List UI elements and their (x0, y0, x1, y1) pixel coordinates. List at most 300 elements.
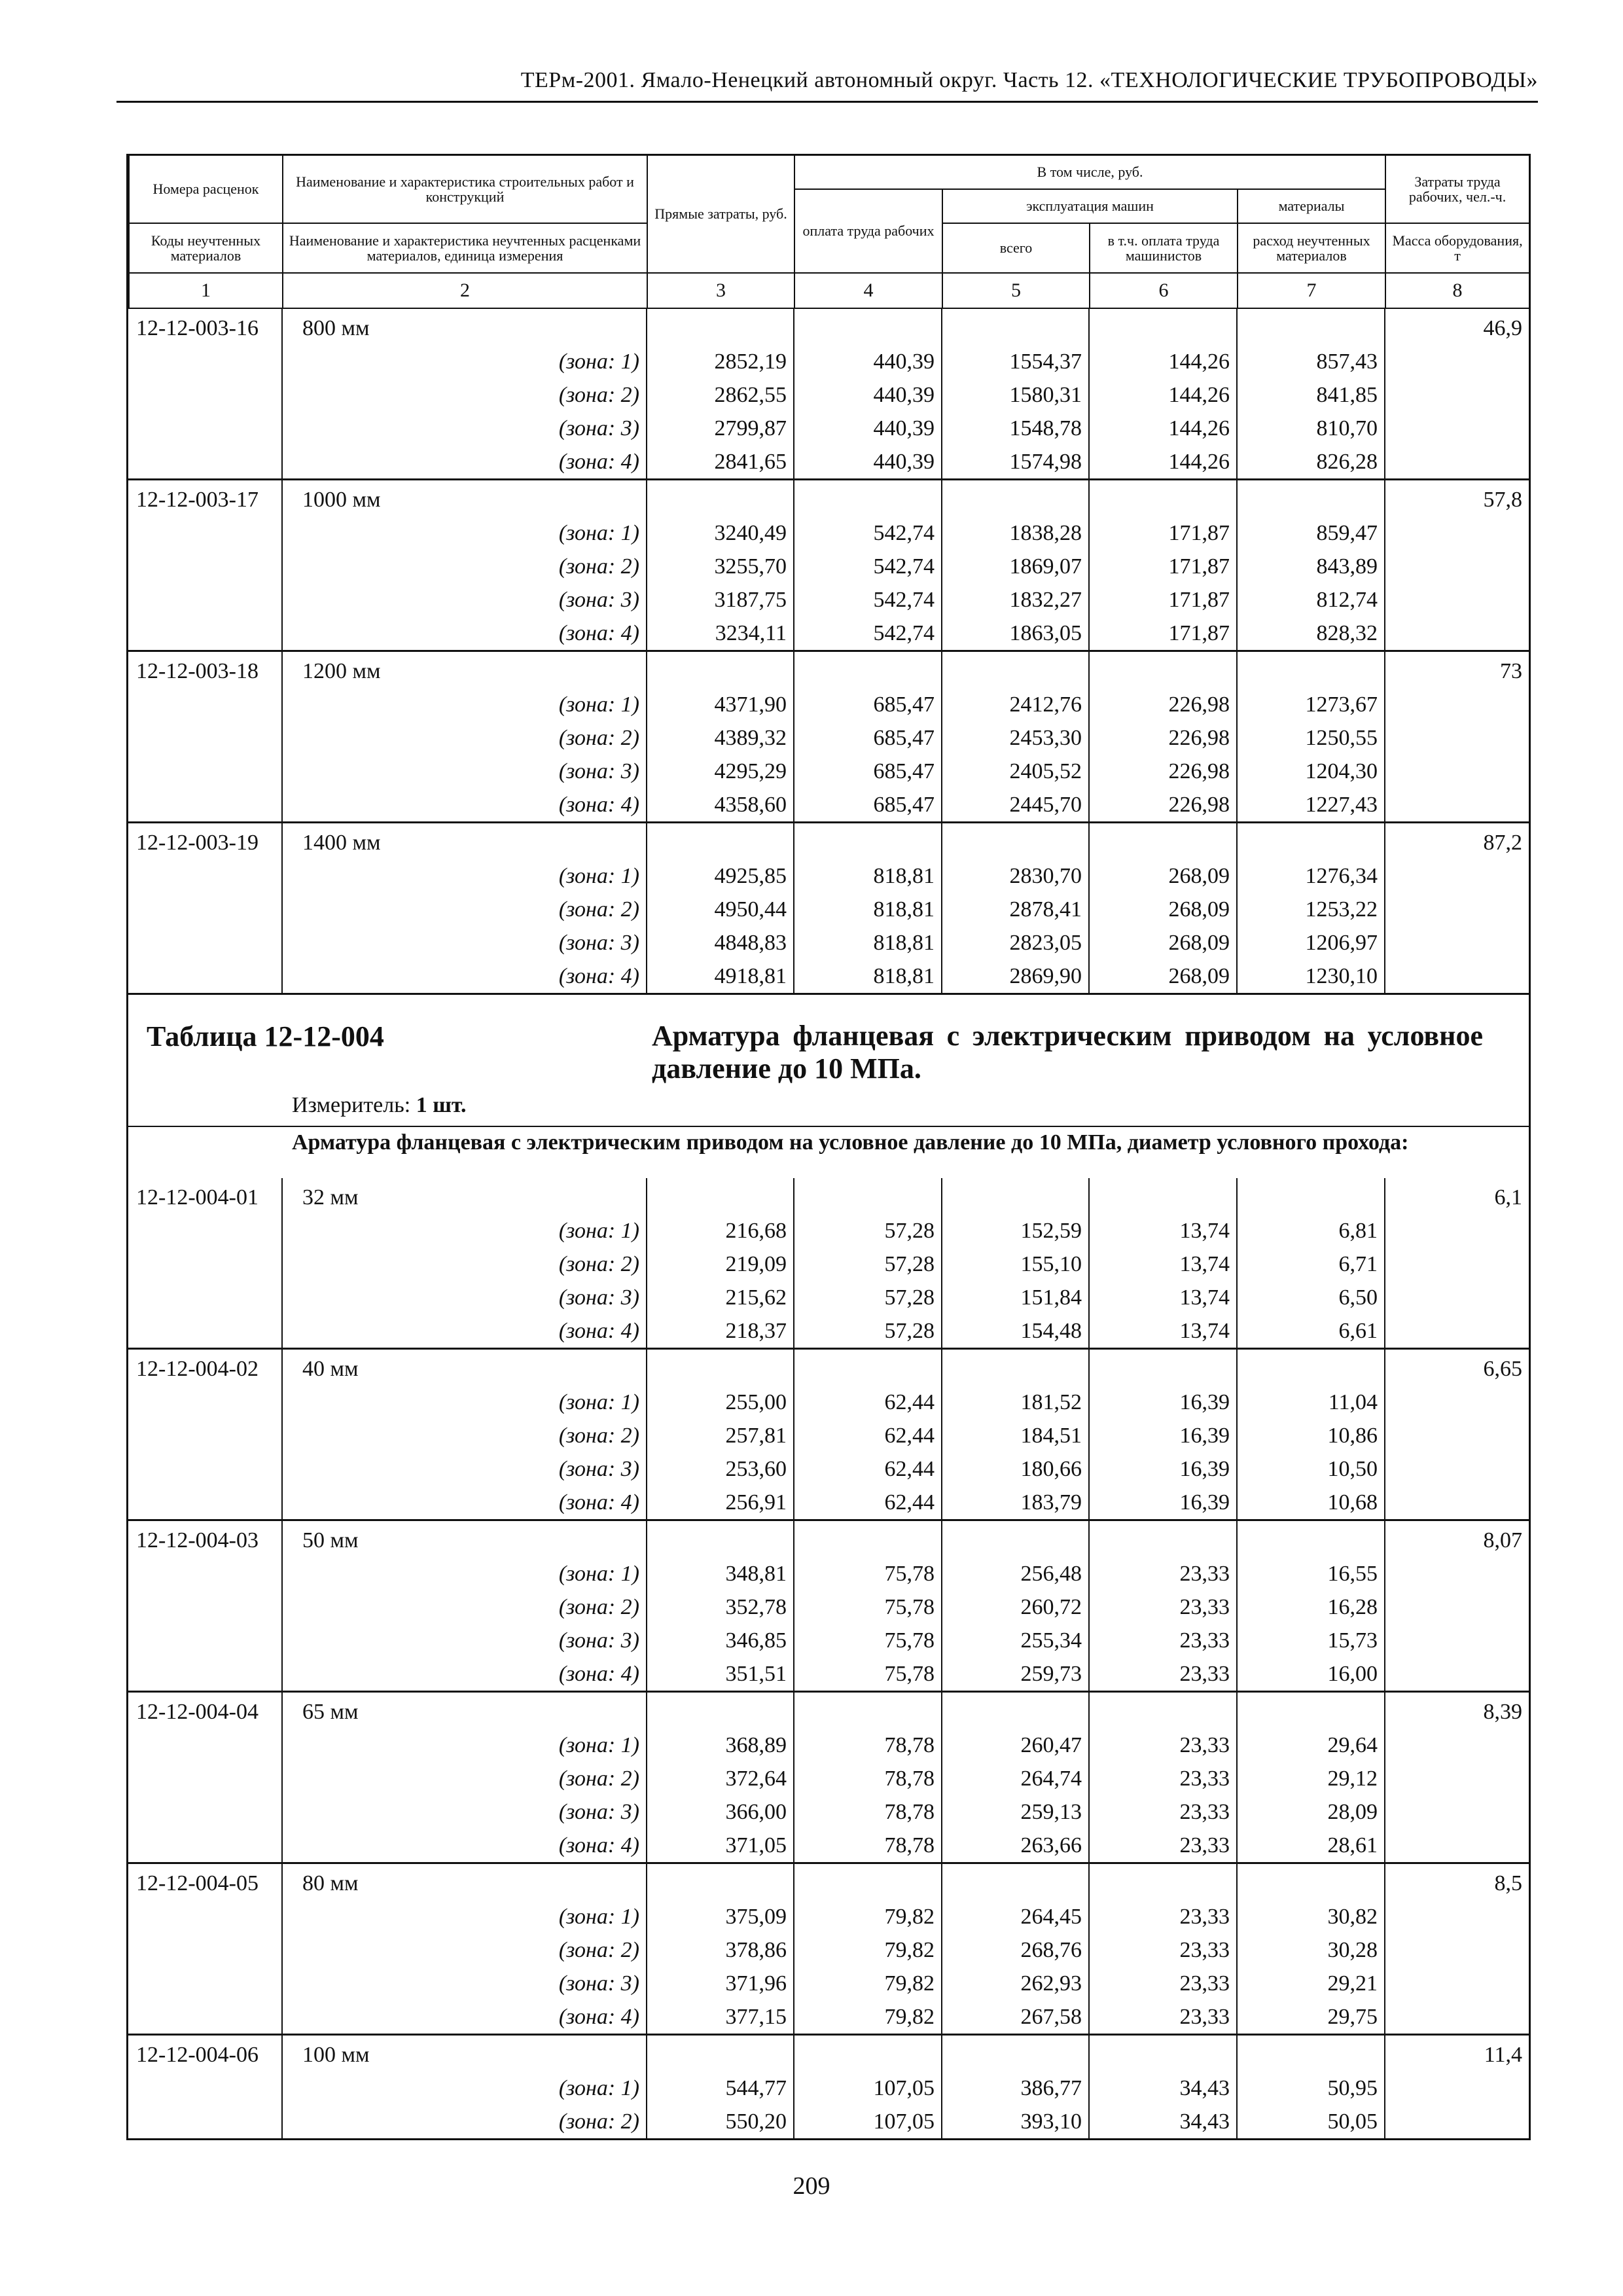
direct-costs: 4389,32 (647, 721, 794, 755)
zone-label: (зона: 1) (282, 2072, 647, 2105)
column-number: 5 (942, 273, 1090, 308)
materials-usage: 826,28 (1237, 445, 1385, 480)
zone-label: (зона: 3) (282, 1795, 647, 1829)
empty-cell (1385, 378, 1529, 412)
empty-cell (1385, 583, 1529, 617)
wages: 542,74 (794, 617, 942, 651)
empty-cell (1089, 479, 1237, 516)
wages: 440,39 (794, 378, 942, 412)
equipment-mass: 6,65 (1385, 1348, 1529, 1386)
zone-row (128, 1281, 1529, 1314)
direct-costs: 4925,85 (647, 859, 794, 893)
empty-cell (1385, 1247, 1529, 1281)
materials-usage: 16,28 (1237, 1590, 1385, 1624)
direct-costs: 218,37 (647, 1314, 794, 1349)
zone-label: (зона: 4) (282, 2000, 647, 2035)
zone-row (128, 1762, 1529, 1795)
zone-row (128, 1452, 1529, 1486)
header-materials: материалы (1238, 189, 1385, 223)
zone-label: (зона: 4) (282, 1657, 647, 1692)
direct-costs: 371,96 (647, 1967, 794, 2000)
wages: 78,78 (794, 1729, 942, 1762)
zone-row (128, 2105, 1529, 2138)
rate-row (128, 1178, 1529, 1214)
materials-usage: 859,47 (1237, 516, 1385, 550)
zone-row (128, 1829, 1529, 1863)
price-table (126, 154, 1531, 2140)
empty-cell (128, 1795, 282, 1829)
empty-cell (794, 822, 942, 859)
empty-cell (942, 651, 1089, 688)
machinists-wages: 23,33 (1089, 1624, 1237, 1657)
zone-row (128, 721, 1529, 755)
direct-costs: 4950,44 (647, 893, 794, 926)
materials-usage: 1227,43 (1237, 788, 1385, 823)
empty-cell (128, 1967, 282, 2000)
materials-usage: 30,28 (1237, 1933, 1385, 1967)
zone-row (128, 1900, 1529, 1933)
zone-row (128, 1486, 1529, 1520)
machinists-wages: 171,87 (1089, 516, 1237, 550)
wages: 62,44 (794, 1486, 942, 1520)
empty-cell (647, 651, 794, 688)
wages: 440,39 (794, 445, 942, 480)
zone-row (128, 1214, 1529, 1247)
section-12-12-003 (128, 309, 1529, 993)
empty-cell (942, 309, 1089, 345)
machines-total: 154,48 (942, 1314, 1089, 1349)
wages: 542,74 (794, 516, 942, 550)
wages: 62,44 (794, 1386, 942, 1419)
empty-cell (1237, 1691, 1385, 1729)
direct-costs: 348,81 (647, 1557, 794, 1590)
empty-cell (1385, 1729, 1529, 1762)
zone-label: (зона: 1) (282, 1557, 647, 1590)
empty-cell (942, 822, 1089, 859)
materials-usage: 6,81 (1237, 1214, 1385, 1247)
zone-label: (зона: 4) (282, 788, 647, 823)
empty-cell (128, 445, 282, 480)
machines-total: 260,47 (942, 1729, 1089, 1762)
direct-costs: 219,09 (647, 1247, 794, 1281)
zone-row (128, 1557, 1529, 1590)
empty-cell (128, 2105, 282, 2138)
materials-usage: 29,21 (1237, 1967, 1385, 2000)
zone-label: (зона: 2) (282, 1933, 647, 1967)
materials-usage: 810,70 (1237, 412, 1385, 445)
zone-row (128, 2072, 1529, 2105)
machinists-wages: 23,33 (1089, 1795, 1237, 1829)
wages: 685,47 (794, 688, 942, 721)
empty-cell (128, 1762, 282, 1795)
direct-costs: 215,62 (647, 1281, 794, 1314)
column-number: 4 (794, 273, 942, 308)
machinists-wages: 23,33 (1089, 2000, 1237, 2035)
zone-label: (зона: 3) (282, 1624, 647, 1657)
machines-total: 2412,76 (942, 688, 1089, 721)
zone-row (128, 445, 1529, 480)
empty-cell (128, 617, 282, 651)
machinists-wages: 34,43 (1089, 2105, 1237, 2138)
empty-cell (128, 1281, 282, 1314)
measure-label: Измеритель: (292, 1092, 411, 1117)
zone-label: (зона: 3) (282, 583, 647, 617)
empty-cell (1089, 1691, 1237, 1729)
machinists-wages: 23,33 (1089, 1657, 1237, 1692)
machines-total: 1832,27 (942, 583, 1089, 617)
zone-label: (зона: 1) (282, 1729, 647, 1762)
wages: 78,78 (794, 1829, 942, 1863)
column-number: 2 (283, 273, 647, 308)
zone-row (128, 1967, 1529, 2000)
machinists-wages: 144,26 (1089, 412, 1237, 445)
empty-cell (794, 1691, 942, 1729)
empty-cell (1385, 2072, 1529, 2105)
direct-costs: 377,15 (647, 2000, 794, 2035)
materials-usage: 1230,10 (1237, 960, 1385, 993)
direct-costs: 372,64 (647, 1762, 794, 1795)
empty-cell (1385, 926, 1529, 960)
empty-cell (942, 2034, 1089, 2072)
materials-usage: 10,50 (1237, 1452, 1385, 1486)
materials-usage: 6,71 (1237, 1247, 1385, 1281)
machines-total: 2869,90 (942, 960, 1089, 993)
zone-label: (зона: 3) (282, 755, 647, 788)
empty-cell (128, 1657, 282, 1692)
wages: 78,78 (794, 1795, 942, 1829)
equipment-mass: 46,9 (1385, 309, 1529, 345)
empty-cell (1237, 1348, 1385, 1386)
empty-cell (942, 1691, 1089, 1729)
zone-row (128, 617, 1529, 651)
empty-cell (1385, 1933, 1529, 1967)
empty-cell (1385, 412, 1529, 445)
direct-costs: 3240,49 (647, 516, 794, 550)
empty-cell (794, 1348, 942, 1386)
rate-name: 80 мм (282, 1863, 647, 1900)
machinists-wages: 144,26 (1089, 445, 1237, 480)
machinists-wages: 23,33 (1089, 1829, 1237, 1863)
wages: 57,28 (794, 1247, 942, 1281)
empty-cell (128, 1590, 282, 1624)
empty-cell (128, 345, 282, 378)
empty-cell (1385, 1314, 1529, 1349)
empty-cell (1089, 1863, 1237, 1900)
machinists-wages: 13,74 (1089, 1214, 1237, 1247)
machines-total: 183,79 (942, 1486, 1089, 1520)
machinists-wages: 16,39 (1089, 1419, 1237, 1452)
direct-costs: 378,86 (647, 1933, 794, 1967)
materials-usage: 857,43 (1237, 345, 1385, 378)
machinists-wages: 171,87 (1089, 583, 1237, 617)
machinists-wages: 23,33 (1089, 1557, 1237, 1590)
direct-costs: 366,00 (647, 1795, 794, 1829)
empty-cell (647, 822, 794, 859)
wages: 440,39 (794, 412, 942, 445)
zone-label: (зона: 2) (282, 550, 647, 583)
empty-cell (1385, 893, 1529, 926)
rate-code: 12-12-003-19 (128, 822, 282, 859)
empty-cell (794, 651, 942, 688)
rate-row (128, 1520, 1529, 1557)
direct-costs: 257,81 (647, 1419, 794, 1452)
empty-cell (128, 721, 282, 755)
machinists-wages: 23,33 (1089, 1590, 1237, 1624)
empty-cell (647, 1691, 794, 1729)
empty-cell (128, 583, 282, 617)
empty-cell (1237, 1863, 1385, 1900)
section-12-12-004 (128, 1178, 1529, 2138)
zone-label: (зона: 3) (282, 926, 647, 960)
zone-row (128, 893, 1529, 926)
machines-total: 264,45 (942, 1900, 1089, 1933)
empty-cell (794, 479, 942, 516)
empty-cell (1385, 1557, 1529, 1590)
rate-name: 32 мм (282, 1178, 647, 1214)
empty-cell (128, 550, 282, 583)
machinists-wages: 268,09 (1089, 960, 1237, 993)
zone-row (128, 378, 1529, 412)
machines-total: 260,72 (942, 1590, 1089, 1624)
empty-cell (794, 1178, 942, 1214)
materials-usage: 50,05 (1237, 2105, 1385, 2138)
machinists-wages: 144,26 (1089, 378, 1237, 412)
empty-cell (942, 479, 1089, 516)
zone-label: (зона: 2) (282, 378, 647, 412)
direct-costs: 3255,70 (647, 550, 794, 583)
empty-cell (1385, 617, 1529, 651)
machinists-wages: 13,74 (1089, 1247, 1237, 1281)
machinists-wages: 226,98 (1089, 788, 1237, 823)
empty-cell (1385, 721, 1529, 755)
wages: 57,28 (794, 1281, 942, 1314)
equipment-mass: 8,39 (1385, 1691, 1529, 1729)
empty-cell (1385, 1829, 1529, 1863)
empty-cell (128, 1729, 282, 1762)
empty-cell (647, 309, 794, 345)
zone-row (128, 583, 1529, 617)
machines-total: 2453,30 (942, 721, 1089, 755)
empty-cell (794, 2034, 942, 2072)
empty-cell (128, 859, 282, 893)
wages: 685,47 (794, 755, 942, 788)
zone-row (128, 1314, 1529, 1349)
empty-cell (647, 1348, 794, 1386)
zone-row (128, 1729, 1529, 1762)
machines-total: 1869,07 (942, 550, 1089, 583)
machinists-wages: 23,33 (1089, 1762, 1237, 1795)
machinists-wages: 268,09 (1089, 893, 1237, 926)
direct-costs: 4371,90 (647, 688, 794, 721)
machines-total: 1548,78 (942, 412, 1089, 445)
rate-name: 1000 мм (282, 479, 647, 516)
header-material-usage: расход неучтенных материалов (1238, 223, 1385, 273)
table-title: Арматура фланцевая с электрическим приводом на условное давление до 10 МПа. (652, 1019, 1483, 1085)
header-name-top: Наименование и характеристика строительных работ и конструкций (283, 155, 647, 223)
direct-costs: 3234,11 (647, 617, 794, 651)
materials-usage: 1276,34 (1237, 859, 1385, 893)
materials-usage: 28,61 (1237, 1829, 1385, 1863)
empty-cell (1385, 1419, 1529, 1452)
materials-usage: 1206,97 (1237, 926, 1385, 960)
empty-cell (128, 1900, 282, 1933)
zone-label: (зона: 4) (282, 960, 647, 993)
wages: 79,82 (794, 1933, 942, 1967)
direct-costs: 255,00 (647, 1386, 794, 1419)
materials-usage: 843,89 (1237, 550, 1385, 583)
empty-cell (1385, 1795, 1529, 1829)
empty-cell (128, 788, 282, 823)
empty-cell (128, 960, 282, 993)
materials-usage: 1253,22 (1237, 893, 1385, 926)
zone-row (128, 755, 1529, 788)
empty-cell (128, 1214, 282, 1247)
empty-cell (128, 1386, 282, 1419)
empty-cell (1237, 1178, 1385, 1214)
machines-total: 184,51 (942, 1419, 1089, 1452)
header-equipment-mass: Масса оборудования, т (1385, 223, 1529, 273)
zone-label: (зона: 2) (282, 1247, 647, 1281)
zone-label: (зона: 1) (282, 1900, 647, 1933)
zone-row (128, 516, 1529, 550)
empty-cell (1385, 2000, 1529, 2035)
header-codes-bottom: Коды неучтенных материалов (129, 223, 283, 273)
empty-cell (128, 688, 282, 721)
zone-row (128, 926, 1529, 960)
wages: 542,74 (794, 583, 942, 617)
wages: 107,05 (794, 2072, 942, 2105)
empty-cell (942, 1178, 1089, 1214)
direct-costs: 2852,19 (647, 345, 794, 378)
empty-cell (1237, 1520, 1385, 1557)
zone-row (128, 1795, 1529, 1829)
direct-costs: 3187,75 (647, 583, 794, 617)
direct-costs: 4848,83 (647, 926, 794, 960)
zone-label: (зона: 1) (282, 345, 647, 378)
materials-usage: 16,00 (1237, 1657, 1385, 1692)
equipment-mass: 8,07 (1385, 1520, 1529, 1557)
machines-total: 155,10 (942, 1247, 1089, 1281)
empty-cell (1385, 1762, 1529, 1795)
zone-label: (зона: 1) (282, 1214, 647, 1247)
materials-usage: 29,75 (1237, 2000, 1385, 2035)
materials-usage: 15,73 (1237, 1624, 1385, 1657)
empty-cell (1385, 1214, 1529, 1247)
direct-costs: 4358,60 (647, 788, 794, 823)
empty-cell (1385, 755, 1529, 788)
wages: 79,82 (794, 2000, 942, 2035)
zone-row (128, 1624, 1529, 1657)
materials-usage: 29,64 (1237, 1729, 1385, 1762)
empty-cell (1385, 1386, 1529, 1419)
rate-row (128, 651, 1529, 688)
zone-label: (зона: 4) (282, 617, 647, 651)
empty-cell (1385, 2105, 1529, 2138)
empty-cell (1385, 1452, 1529, 1486)
empty-cell (1385, 1590, 1529, 1624)
machines-total: 1554,37 (942, 345, 1089, 378)
empty-cell (128, 412, 282, 445)
wages: 79,82 (794, 1967, 942, 2000)
machines-total: 1574,98 (942, 445, 1089, 480)
rate-row (128, 1691, 1529, 1729)
wages: 818,81 (794, 893, 942, 926)
empty-cell (128, 2072, 282, 2105)
header-machinists-wages: в т.ч. оплата труда машинистов (1090, 223, 1238, 273)
rate-row (128, 479, 1529, 516)
empty-cell (128, 1557, 282, 1590)
rate-code: 12-12-004-02 (128, 1348, 282, 1386)
empty-cell (128, 378, 282, 412)
empty-cell (128, 1486, 282, 1520)
machines-total: 1838,28 (942, 516, 1089, 550)
direct-costs: 256,91 (647, 1486, 794, 1520)
equipment-mass: 6,1 (1385, 1178, 1529, 1214)
table-number: Таблица 12-12-004 (147, 1020, 384, 1052)
empty-cell (1385, 1486, 1529, 1520)
empty-cell (794, 1863, 942, 1900)
machines-total: 1580,31 (942, 378, 1089, 412)
wages: 542,74 (794, 550, 942, 583)
equipment-mass: 73 (1385, 651, 1529, 688)
column-number: 8 (1385, 273, 1529, 308)
column-number: 3 (647, 273, 794, 308)
zone-row (128, 1590, 1529, 1624)
zone-label: (зона: 1) (282, 688, 647, 721)
zone-label: (зона: 2) (282, 893, 647, 926)
direct-costs: 346,85 (647, 1624, 794, 1657)
zone-row (128, 788, 1529, 823)
machinists-wages: 268,09 (1089, 859, 1237, 893)
column-number: 7 (1238, 273, 1385, 308)
zone-row (128, 550, 1529, 583)
zone-label: (зона: 3) (282, 1281, 647, 1314)
materials-usage: 29,12 (1237, 1762, 1385, 1795)
empty-cell (1385, 688, 1529, 721)
zone-label: (зона: 2) (282, 721, 647, 755)
direct-costs: 352,78 (647, 1590, 794, 1624)
empty-cell (128, 1247, 282, 1281)
empty-cell (1385, 1624, 1529, 1657)
zone-row (128, 1419, 1529, 1452)
materials-usage: 16,55 (1237, 1557, 1385, 1590)
machines-total: 180,66 (942, 1452, 1089, 1486)
machines-total: 1863,05 (942, 617, 1089, 651)
machinists-wages: 144,26 (1089, 345, 1237, 378)
empty-cell (1089, 651, 1237, 688)
direct-costs: 371,05 (647, 1829, 794, 1863)
equipment-mass: 8,5 (1385, 1863, 1529, 1900)
wages: 75,78 (794, 1557, 942, 1590)
header-name-bottom: Наименование и характеристика неучтенных расценками материалов, единица измерения (283, 223, 647, 273)
machines-total: 259,13 (942, 1795, 1089, 1829)
rate-row (128, 1348, 1529, 1386)
empty-cell (1089, 1520, 1237, 1557)
materials-usage: 841,85 (1237, 378, 1385, 412)
header-labor-costs: Затраты труда рабочих, чел.-ч. (1385, 155, 1529, 223)
zone-label: (зона: 3) (282, 412, 647, 445)
empty-cell (794, 1520, 942, 1557)
column-number: 1 (129, 273, 283, 308)
zone-label: (зона: 4) (282, 445, 647, 480)
machinists-wages: 13,74 (1089, 1314, 1237, 1349)
header-machines: эксплуатация машин (942, 189, 1238, 223)
empty-cell (128, 893, 282, 926)
zone-label: (зона: 2) (282, 1762, 647, 1795)
rate-code: 12-12-004-04 (128, 1691, 282, 1729)
direct-costs: 2799,87 (647, 412, 794, 445)
machines-total: 264,74 (942, 1762, 1089, 1795)
